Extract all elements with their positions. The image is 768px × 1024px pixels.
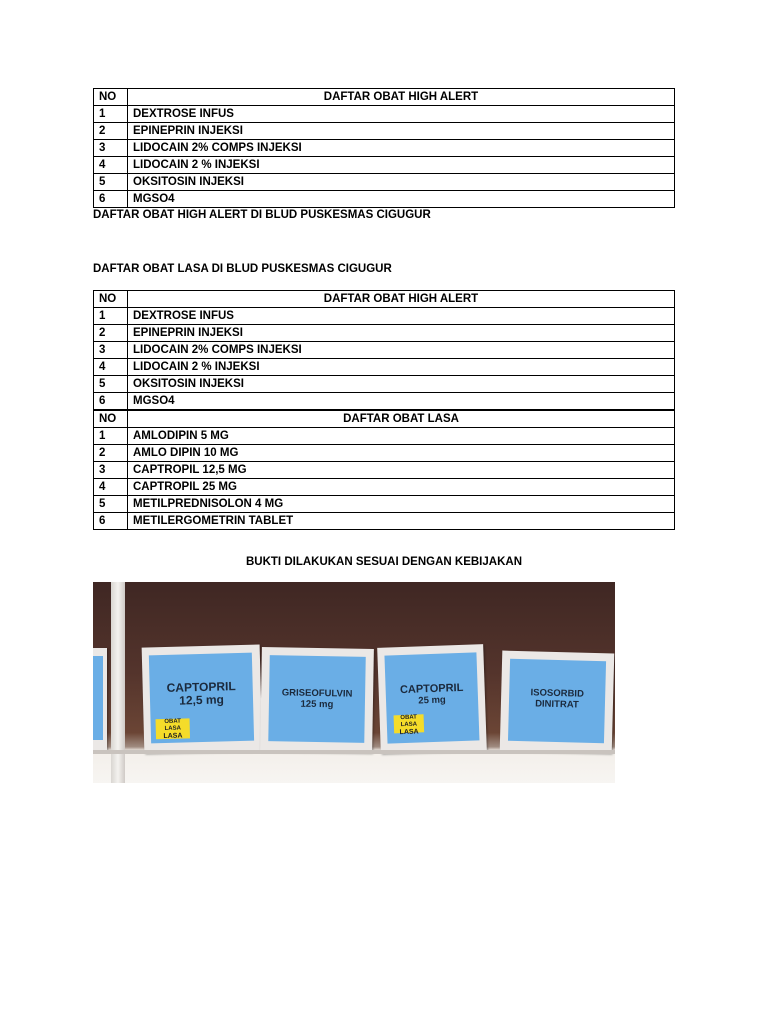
table-row [94,123,675,140]
row-drug-name: OKSITOSIN INJEKSI [128,376,675,393]
row-no: 4 [94,157,128,174]
header-title: DAFTAR OBAT LASA [128,410,675,428]
table-row [94,157,675,174]
box-drug-name: CAPTOPRIL [399,681,464,697]
medicine-box-isosorbid [500,651,615,754]
table-row [94,342,675,359]
table-row [94,325,675,342]
table-header-row [94,410,675,428]
row-drug-name: MGSO4 [128,393,675,411]
table-row [94,462,675,479]
sticker-main-text: LASA [163,732,183,741]
high-alert-caption: DAFTAR OBAT HIGH ALERT DI BLUD PUSKESMAS CIGUGUR [93,209,431,221]
medicine-box-captopril-25 [377,644,487,754]
table-row [94,308,675,325]
row-no: 5 [94,376,128,393]
table-header-row [94,291,675,308]
table-row [94,428,675,445]
header-title: DAFTAR OBAT HIGH ALERT [128,291,675,308]
box-label [508,659,606,743]
table-row [94,376,675,393]
row-no: 1 [94,308,128,325]
table-row [94,513,675,530]
row-no: 3 [94,140,128,157]
evidence-caption: BUKTI DILAKUKAN SESUAI DENGAN KEBIJAKAN [245,556,522,568]
row-drug-name: METILPREDNISOLON 4 MG [128,496,675,513]
sticker-top-text: OBAT LASA [400,714,418,729]
row-drug-name: LIDOCAIN 2% COMPS INJEKSI [128,140,675,157]
row-drug-name: LIDOCAIN 2 % INJEKSI [128,359,675,376]
box-drug-name: ISOSORBID [530,687,585,700]
row-drug-name: LIDOCAIN 2% COMPS INJEKSI [128,342,675,359]
row-drug-name: DEXTROSE INFUS [128,106,675,123]
row-drug-name: MGSO4 [128,191,675,208]
box-drug-dose: 12,5 mg [178,692,225,708]
sticker-top-text: OBAT LASA [164,718,182,732]
box-drug-name: CAPTOPRIL [166,679,236,695]
sticker-main-text: LASA [399,728,419,737]
row-drug-name: EPINEPRIN INJEKSI [128,325,675,342]
row-no: 1 [94,428,128,445]
row-no: 6 [94,513,128,530]
header-no: NO [94,410,128,428]
row-no: 4 [94,359,128,376]
table-header-row [94,89,675,106]
table-row [94,496,675,513]
table-row [94,393,675,411]
box-drug-dose: 25 mg [418,694,446,707]
row-no: 4 [94,479,128,496]
row-drug-name: METILERGOMETRIN TABLET [128,513,675,530]
header-no: NO [94,89,128,106]
lasa-sticker [394,714,425,737]
row-no: 5 [94,496,128,513]
header-title: DAFTAR OBAT HIGH ALERT [128,89,675,106]
row-no: 2 [94,123,128,140]
row-no: 5 [94,174,128,191]
high-alert-table [93,88,675,208]
box-drug-name: GRISEOFULVIN [281,687,353,700]
lasa-heading: DAFTAR OBAT LASA DI BLUD PUSKESMAS CIGUGUR [93,263,392,275]
box-label [268,655,365,743]
lasa-sticker [156,718,191,739]
partial-box-label [93,656,103,740]
row-drug-name: DEXTROSE INFUS [128,308,675,325]
table-row [94,359,675,376]
table-row [94,140,675,157]
shelf-edge [93,750,615,754]
partial-box [93,648,107,750]
row-drug-name: LIDOCAIN 2 % INJEKSI [128,157,675,174]
table-row [94,191,675,208]
row-drug-name: EPINEPRIN INJEKSI [128,123,675,140]
row-drug-name: CAPTROPIL 25 MG [128,479,675,496]
header-no: NO [94,291,128,308]
row-drug-name: CAPTROPIL 12,5 MG [128,462,675,479]
lasa-table [93,290,675,530]
row-no: 3 [94,462,128,479]
row-drug-name: AMLODIPIN 5 MG [128,428,675,445]
shelf-photo [93,582,615,783]
row-no: 2 [94,445,128,462]
row-drug-name: OKSITOSIN INJEKSI [128,174,675,191]
medicine-box-griseofulvin [260,647,374,753]
table-row [94,479,675,496]
row-no: 6 [94,393,128,411]
table-row [94,174,675,191]
box-drug-dose: 125 mg [300,698,334,711]
box-drug-dose: DINITRAT [534,698,579,711]
row-drug-name: AMLO DIPIN 10 MG [128,445,675,462]
row-no: 2 [94,325,128,342]
row-no: 1 [94,106,128,123]
table-row [94,106,675,123]
medicine-box-captopril-12-5 [142,644,263,753]
table-row [94,445,675,462]
row-no: 6 [94,191,128,208]
row-no: 3 [94,342,128,359]
